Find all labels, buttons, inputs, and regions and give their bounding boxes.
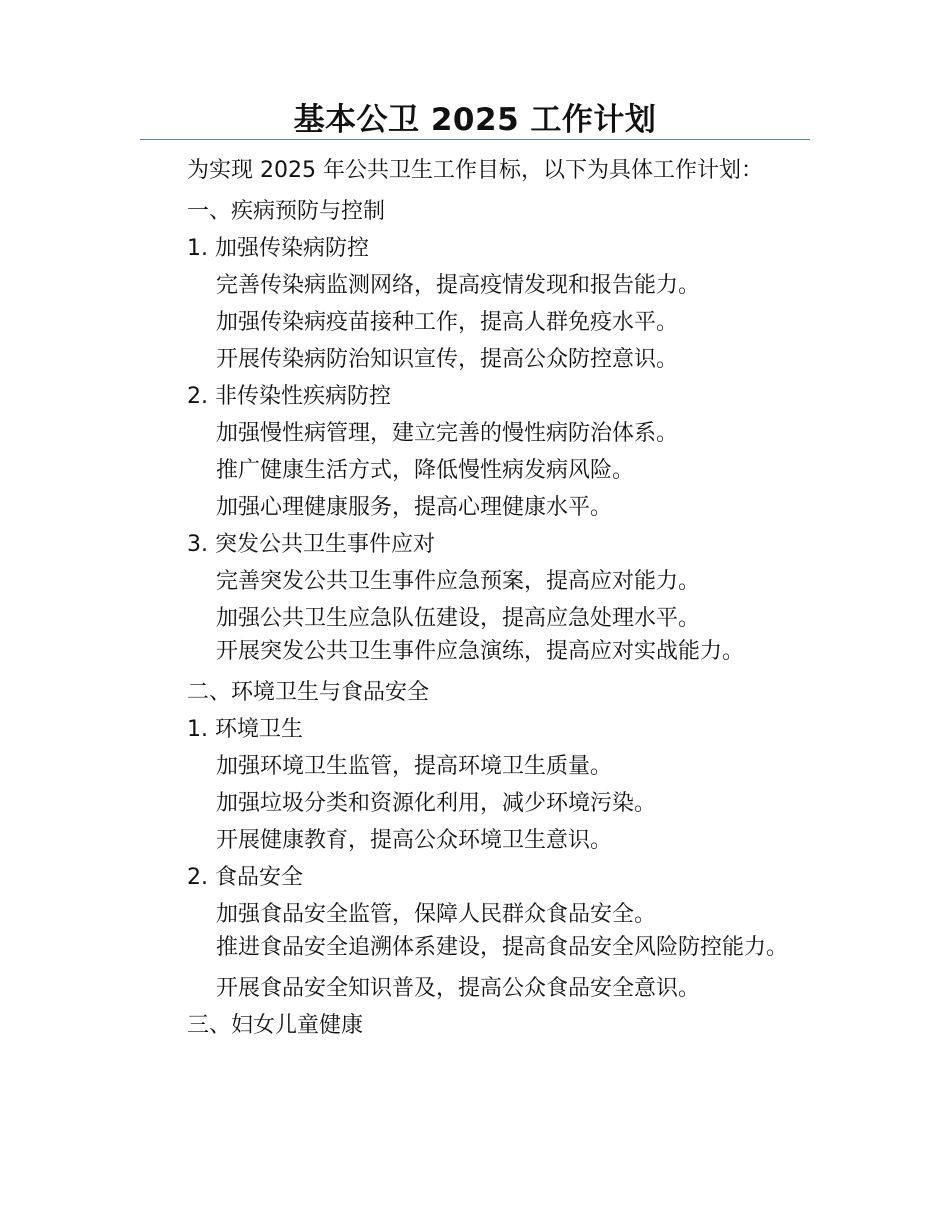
title-underline bbox=[140, 139, 810, 140]
plan-item: 开展突发公共卫生事件应急演练，提高应对实战能力。 bbox=[216, 639, 745, 664]
document-title: 基本公卫 2025 工作计划 bbox=[293, 102, 657, 138]
plan-item: 加强垃圾分类和资源化利用，减少环境污染。 bbox=[216, 791, 657, 816]
document-body bbox=[140, 156, 810, 1044]
subsection-heading: 2. 食品安全 bbox=[187, 865, 303, 890]
plan-item: 加强慢性病管理，建立完善的慢性病防治体系。 bbox=[216, 421, 679, 446]
subsection-heading: 2. 非传染性疾病防控 bbox=[187, 384, 391, 409]
plan-item: 加强传染病疫苗接种工作，提高人群免疫水平。 bbox=[216, 310, 679, 335]
section-heading: 三、妇女儿童健康 bbox=[187, 1013, 364, 1038]
subsection-heading: 1. 环境卫生 bbox=[187, 717, 303, 742]
plan-item: 开展食品安全知识普及，提高公众食品安全意识。 bbox=[216, 976, 701, 1001]
plan-item: 推广健康生活方式，降低慢性病发病风险。 bbox=[216, 458, 635, 483]
subsection-heading: 3. 突发公共卫生事件应对 bbox=[187, 532, 435, 557]
plan-item: 开展健康教育，提高公众环境卫生意识。 bbox=[216, 828, 613, 853]
plan-item: 推进食品安全追溯体系建设，提高食品安全风险防控能力。 bbox=[216, 935, 789, 960]
plan-lines bbox=[140, 193, 810, 1044]
plan-item: 加强公共卫生应急队伍建设，提高应急处理水平。 bbox=[216, 606, 701, 631]
plan-item: 完善传染病监测网络，提高疫情发现和报告能力。 bbox=[216, 273, 701, 298]
plan-item: 开展传染病防治知识宣传，提高公众防控意识。 bbox=[216, 347, 679, 372]
subsection-heading: 1. 加强传染病防控 bbox=[187, 236, 369, 261]
section-heading: 一、疾病预防与控制 bbox=[187, 199, 386, 224]
plan-item: 加强环境卫生监管，提高环境卫生质量。 bbox=[216, 754, 613, 779]
plan-item: 加强心理健康服务，提高心理健康水平。 bbox=[216, 495, 613, 520]
plan-item: 完善突发公共卫生事件应急预案，提高应对能力。 bbox=[216, 569, 701, 594]
section-heading: 二、环境卫生与食品安全 bbox=[187, 680, 430, 705]
plan-item: 加强食品安全监管，保障人民群众食品安全。 bbox=[216, 902, 657, 927]
intro-paragraph: 为实现 2025 年公共卫生工作目标，以下为具体工作计划： bbox=[187, 158, 763, 183]
